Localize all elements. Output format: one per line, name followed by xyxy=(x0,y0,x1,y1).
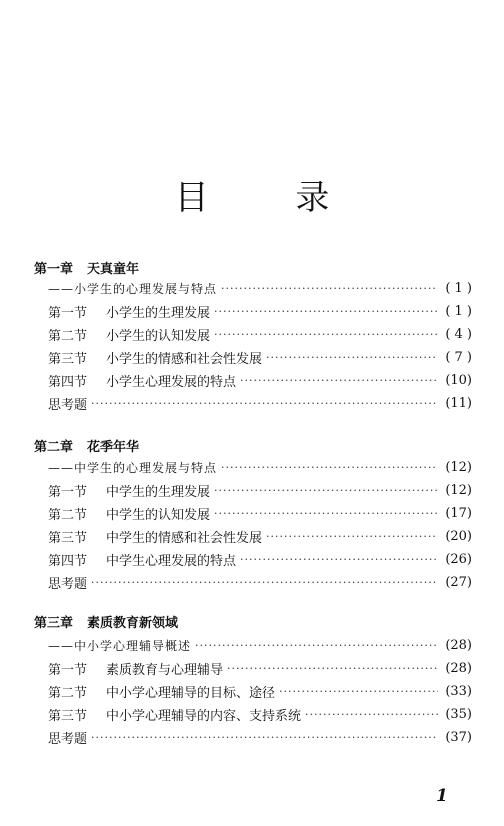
entry-text: 思考题 xyxy=(48,576,88,592)
entry-page: (33) xyxy=(445,683,472,699)
chapter-name: 素质教育新领域 xyxy=(87,616,179,631)
leader-dots xyxy=(214,305,438,318)
leader-dots xyxy=(266,351,438,364)
section-label: 第四节 xyxy=(48,553,88,569)
page-number: 1 xyxy=(436,786,448,806)
leader-dots xyxy=(279,685,438,698)
entry-text: 中小学心理辅导的内容、支持系统 xyxy=(106,708,302,724)
entry-page: (28) xyxy=(445,637,472,653)
section-label: 第二节 xyxy=(48,507,88,523)
entry-page: (20) xyxy=(445,528,472,544)
entry-page: (12) xyxy=(445,482,472,498)
entry-text: 小学生心理发展的特点 xyxy=(106,374,237,390)
entry-page: (26) xyxy=(445,551,472,567)
leader-dots xyxy=(214,328,438,341)
entry-page: ( 4 ) xyxy=(445,326,472,342)
leader-dots xyxy=(240,553,438,566)
entry-text: 中学生的认知发展 xyxy=(106,507,211,523)
section-label: 第二节 xyxy=(48,685,88,701)
entry-page: ( 1 ) xyxy=(445,280,472,296)
entry-page: ( 1 ) xyxy=(445,303,472,319)
leader-dots xyxy=(240,374,438,387)
chapter-name: 花季年华 xyxy=(87,440,140,455)
leader-dots xyxy=(305,708,438,721)
section-label: 第三节 xyxy=(48,351,88,367)
section-label: 第一节 xyxy=(48,662,88,678)
entry-text: 中学生心理发展的特点 xyxy=(106,553,237,569)
entry-text: 小学生的情感和社会性发展 xyxy=(106,351,263,367)
leader-dots xyxy=(91,397,438,410)
toc-entry[interactable] xyxy=(48,479,472,501)
entry-text: 中学生的生理发展 xyxy=(106,484,211,500)
section-label: 第三节 xyxy=(48,708,88,724)
entry-page: (11) xyxy=(445,395,472,411)
toc-entry[interactable] xyxy=(48,703,472,725)
entry-text: 中学生的情感和社会性发展 xyxy=(106,530,263,546)
chapter-name: 天真童年 xyxy=(87,262,140,277)
leader-dots xyxy=(195,639,438,652)
entry-text: 中小学心理辅导的目标、途径 xyxy=(106,685,276,701)
leader-dots xyxy=(214,507,438,520)
chapter-subtitle-entry[interactable] xyxy=(48,277,472,299)
entry-text: ——中学生的心理发展与特点 xyxy=(48,460,218,475)
toc-entry[interactable] xyxy=(48,548,472,570)
entry-page: (27) xyxy=(445,574,472,590)
entry-text: ——中小学心理辅导概述 xyxy=(48,638,192,653)
chapter-label: 第二章 xyxy=(34,440,74,455)
toc-entry[interactable] xyxy=(48,502,472,524)
leader-dots xyxy=(214,484,438,497)
toc-entry-questions[interactable] xyxy=(48,392,472,414)
entry-page: (12) xyxy=(445,459,472,475)
chapter-label: 第三章 xyxy=(34,616,74,631)
entry-page: (37) xyxy=(445,729,472,745)
chapter-heading xyxy=(34,436,139,455)
entry-text: ——小学生的心理发展与特点 xyxy=(48,281,218,296)
entry-text: 思考题 xyxy=(48,731,88,747)
toc-entry[interactable] xyxy=(48,369,472,391)
chapter-subtitle-entry[interactable] xyxy=(48,634,472,656)
chapter-label: 第一章 xyxy=(34,262,74,277)
entry-page: ( 7 ) xyxy=(445,349,472,365)
entry-text: 素质教育与心理辅导 xyxy=(106,662,224,678)
chapter-subtitle-entry[interactable] xyxy=(48,456,472,478)
page-title: 目 录 xyxy=(174,178,368,218)
toc-entry[interactable] xyxy=(48,300,472,322)
entry-text: 小学生的生理发展 xyxy=(106,305,211,321)
entry-page: (35) xyxy=(445,706,472,722)
entry-text: 小学生的认知发展 xyxy=(106,328,211,344)
toc-entry[interactable] xyxy=(48,680,472,702)
toc-entry-questions[interactable] xyxy=(48,571,472,593)
section-label: 第一节 xyxy=(48,484,88,500)
section-label: 第二节 xyxy=(48,328,88,344)
leader-dots xyxy=(227,662,438,675)
toc-entry[interactable] xyxy=(48,323,472,345)
toc-entry[interactable] xyxy=(48,346,472,368)
chapter-heading xyxy=(34,612,178,631)
leader-dots xyxy=(91,731,438,744)
entry-text: 思考题 xyxy=(48,397,88,413)
toc-entry[interactable] xyxy=(48,525,472,547)
entry-page: (17) xyxy=(445,505,472,521)
chapter-heading xyxy=(34,258,139,277)
section-label: 第三节 xyxy=(48,530,88,546)
entry-page: (10) xyxy=(445,372,472,388)
leader-dots xyxy=(266,530,438,543)
section-label: 第四节 xyxy=(48,374,88,390)
entry-page: (28) xyxy=(445,660,472,676)
section-label: 第一节 xyxy=(48,305,88,321)
leader-dots xyxy=(91,576,438,589)
leader-dots xyxy=(221,461,438,474)
leader-dots xyxy=(221,282,438,295)
toc-entry-questions[interactable] xyxy=(48,726,472,748)
toc-entry[interactable] xyxy=(48,657,472,679)
